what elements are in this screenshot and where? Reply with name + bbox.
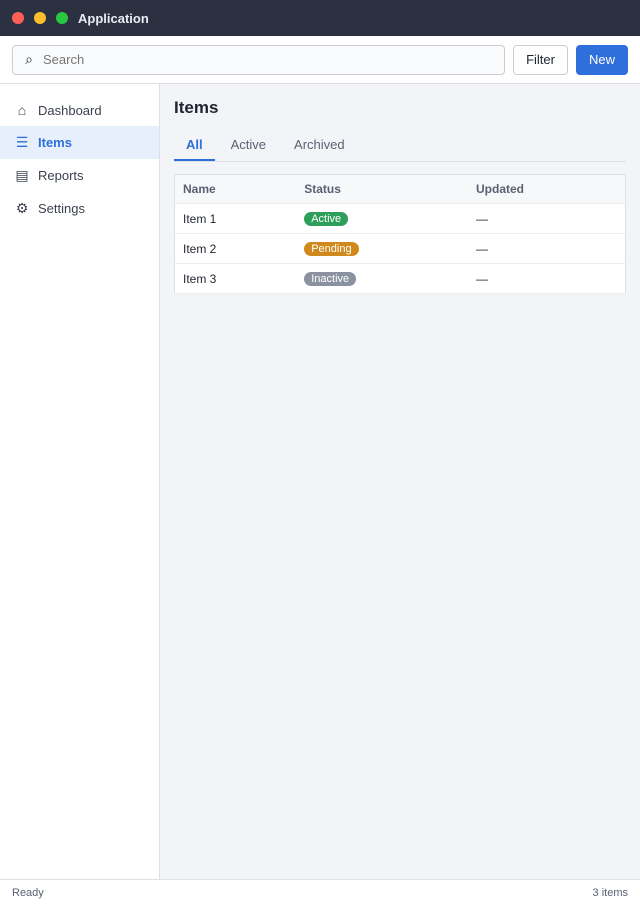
status-badge: Inactive <box>304 272 356 286</box>
search-input[interactable] <box>43 52 496 67</box>
status-badge: Active <box>304 212 348 226</box>
table-row[interactable] <box>175 264 626 294</box>
column-header-status[interactable]: Status <box>296 175 468 204</box>
cell-updated: — <box>468 204 625 234</box>
cell-name: Item 1 <box>175 204 297 234</box>
sidebar-item-settings[interactable] <box>0 192 159 225</box>
tab-bar <box>174 130 626 162</box>
cell-updated: — <box>468 264 625 294</box>
gear-icon: ⚙ <box>15 200 29 216</box>
table-header-row <box>175 175 626 204</box>
home-icon: ⌂ <box>17 102 27 118</box>
list-icon: ☰ <box>15 134 29 150</box>
sidebar-item-label: Settings <box>38 201 85 216</box>
cell-name: Item 2 <box>175 234 297 264</box>
window-title: Application <box>78 10 149 26</box>
toolbar <box>0 36 640 84</box>
column-header-name[interactable]: Name <box>175 175 297 204</box>
sidebar-item-label: Reports <box>38 168 84 183</box>
sidebar-item-label: Items <box>38 135 72 150</box>
table-row[interactable] <box>175 204 626 234</box>
item-count: 3 items <box>592 886 628 899</box>
filter-button[interactable]: Filter <box>513 45 568 75</box>
cell-status <box>296 264 468 294</box>
sidebar <box>0 84 160 879</box>
sidebar-item-label: Dashboard <box>38 102 102 118</box>
items-table <box>174 174 626 294</box>
chart-icon: ▤ <box>15 167 29 183</box>
search-box[interactable] <box>12 45 505 75</box>
title-bar <box>0 0 640 36</box>
close-window-icon[interactable] <box>12 12 24 24</box>
table-row[interactable] <box>175 234 626 264</box>
column-header-updated[interactable]: Updated <box>468 175 625 204</box>
cell-name: Item 3 <box>175 264 297 294</box>
sidebar-item-dashboard[interactable] <box>0 94 159 126</box>
status-bar <box>0 879 640 905</box>
status-text: Ready <box>12 886 44 899</box>
cell-updated: — <box>468 234 625 264</box>
page-title: Items <box>174 98 219 117</box>
maximize-window-icon[interactable] <box>56 12 68 24</box>
tab-archived[interactable]: Archived <box>294 137 345 152</box>
cell-status <box>296 204 468 234</box>
main-panel <box>160 84 640 879</box>
tab-all[interactable]: All <box>174 130 215 161</box>
cell-status <box>296 234 468 264</box>
search-icon: ⌕ <box>25 51 33 67</box>
sidebar-item-reports[interactable] <box>0 159 159 192</box>
sidebar-item-items[interactable] <box>0 126 159 159</box>
status-badge: Pending <box>304 242 358 256</box>
content-area <box>0 84 640 879</box>
minimize-window-icon[interactable] <box>34 12 46 24</box>
tab-active[interactable]: Active <box>230 137 267 152</box>
new-button[interactable]: New <box>576 45 628 75</box>
